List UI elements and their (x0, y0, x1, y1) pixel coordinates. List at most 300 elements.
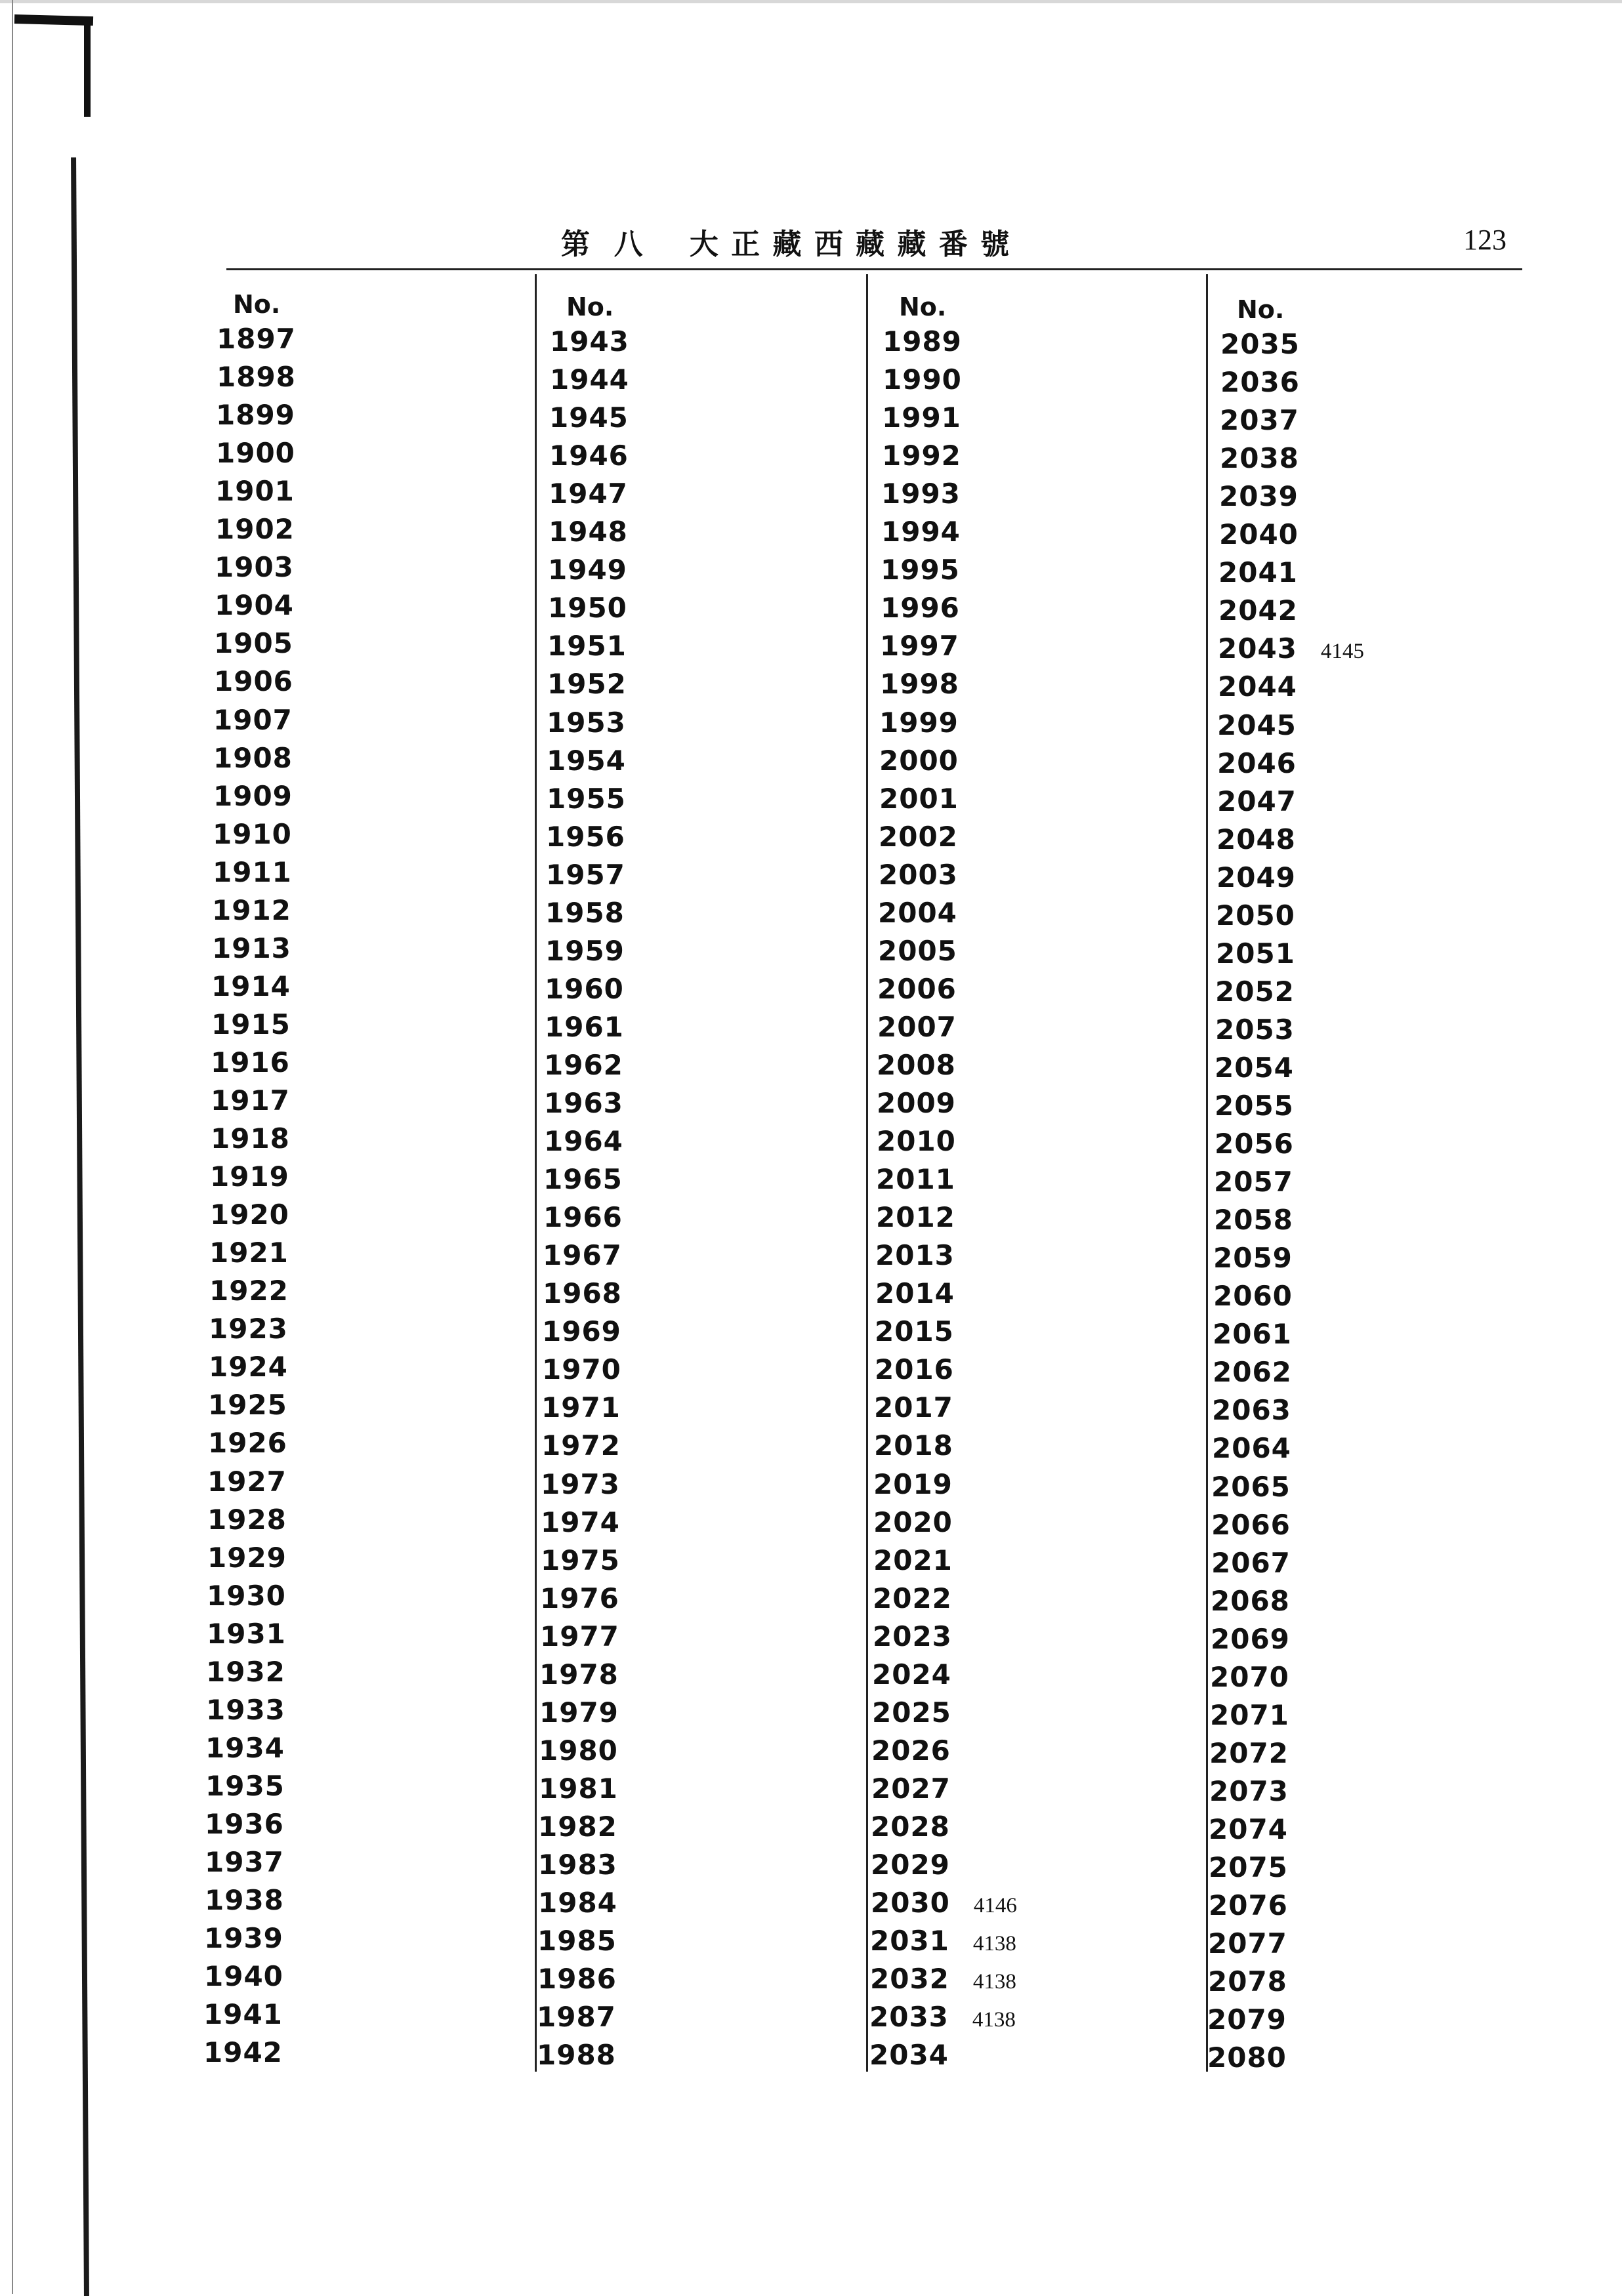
catalog-number: 2064 (1212, 1432, 1291, 1464)
catalog-number: 2003 (879, 859, 958, 891)
catalog-number: 1920 (210, 1199, 289, 1231)
table-row (215, 475, 295, 507)
catalog-number: 2036 (1220, 366, 1300, 398)
table-row (875, 1277, 955, 1309)
table-row (1210, 1661, 1289, 1693)
table-row (1220, 442, 1299, 474)
catalog-number: 2076 (1209, 1889, 1288, 1921)
catalog-number: 2000 (879, 745, 959, 777)
catalog-number: 2049 (1216, 861, 1296, 893)
catalog-number: 1932 (206, 1656, 285, 1688)
catalog-number: 1933 (206, 1694, 285, 1726)
table-row (541, 1429, 621, 1462)
catalog-number: 1938 (205, 1884, 284, 1916)
table-row (541, 1544, 620, 1576)
table-row (1215, 1128, 1294, 1160)
catalog-number: 1964 (544, 1125, 623, 1157)
catalog-number: 1922 (209, 1275, 289, 1307)
table-row (209, 1237, 289, 1269)
catalog-number: 1934 (205, 1732, 285, 1764)
catalog-number: 1925 (208, 1389, 287, 1421)
catalog-number: 2034 (869, 2039, 949, 2071)
catalog-number: 1906 (214, 665, 293, 697)
catalog-number: 1999 (879, 707, 959, 739)
table-row (877, 973, 957, 1005)
catalog-number: 1991 (882, 401, 961, 434)
catalog-number: 2035 (1220, 328, 1300, 360)
table-row (1209, 1889, 1288, 1921)
catalog-number: 1924 (209, 1351, 288, 1383)
catalog-number: 1978 (539, 1658, 619, 1691)
table-row (1217, 747, 1297, 779)
table-row (1207, 2041, 1287, 2074)
table-row (545, 1011, 624, 1043)
catalog-number: 2061 (1213, 1318, 1292, 1350)
catalog-number: 1997 (880, 630, 959, 662)
table-row (1218, 670, 1297, 703)
catalog-number: 1966 (543, 1201, 623, 1233)
table-row (547, 630, 627, 662)
catalog-number: 1986 (537, 1963, 617, 1995)
catalog-number: 2009 (877, 1087, 956, 1119)
table-row (213, 704, 293, 736)
table-row (549, 401, 629, 434)
catalog-number: 1981 (539, 1773, 618, 1805)
catalog-number: 2080 (1207, 2041, 1287, 2074)
table-row (875, 1239, 955, 1271)
catalog-number: 1972 (541, 1429, 621, 1462)
catalog-number: 1969 (542, 1315, 621, 1347)
table-row (209, 1275, 289, 1307)
table-row (545, 973, 624, 1005)
table-row (213, 742, 293, 774)
catalog-number: 2052 (1215, 975, 1295, 1008)
table-row (871, 1849, 950, 1881)
catalog-number: 2001 (879, 783, 959, 815)
table-row (546, 821, 625, 853)
table-row (1213, 1356, 1292, 1388)
catalog-number: 1902 (215, 513, 295, 545)
table-row (217, 323, 296, 355)
table-row (543, 1163, 623, 1195)
table-row (1208, 1965, 1287, 1998)
table-row (539, 1773, 618, 1805)
catalog-number: 2072 (1209, 1737, 1289, 1769)
catalog-number: 1967 (543, 1239, 622, 1271)
table-row (217, 361, 296, 393)
table-row (1214, 1166, 1293, 1198)
table-row (547, 745, 626, 777)
catalog-number: 1983 (538, 1849, 617, 1881)
catalog-number: 1995 (881, 554, 960, 586)
table-row (549, 478, 628, 510)
catalog-number: 1936 (205, 1808, 284, 1840)
catalog-number: 2015 (875, 1315, 954, 1347)
catalog-number: 2060 (1213, 1280, 1293, 1312)
catalog-number: 2038 (1220, 442, 1299, 474)
table-row (547, 783, 626, 815)
table-row (216, 399, 295, 431)
table-row (879, 745, 959, 777)
table-row (543, 1201, 623, 1233)
catalog-number: 2062 (1213, 1356, 1292, 1388)
catalog-number: 1913 (212, 932, 291, 964)
table-row (548, 592, 627, 624)
cross-reference-number: 4138 (972, 1970, 1016, 1994)
column-divider-1 (535, 274, 537, 2072)
catalog-number: 1993 (881, 478, 961, 510)
table-row (1218, 594, 1298, 626)
catalog-number: 2074 (1209, 1813, 1288, 1845)
table-row (871, 1811, 950, 1843)
catalog-number: 2071 (1210, 1699, 1289, 1731)
table-row (1220, 328, 1300, 360)
table-row (537, 2039, 616, 2071)
catalog-number: 2069 (1211, 1623, 1290, 1655)
catalog-number: 1974 (541, 1506, 620, 1538)
table-row (213, 856, 292, 888)
catalog-number: 2043 (1218, 632, 1297, 665)
table-row (214, 665, 293, 697)
catalog-number: 1992 (882, 440, 961, 472)
table-row (882, 401, 961, 434)
table-row (1209, 1813, 1288, 1845)
table-row (208, 1427, 287, 1459)
table-row (879, 707, 959, 739)
catalog-number: 2065 (1211, 1471, 1291, 1503)
table-row (205, 1770, 285, 1802)
catalog-number: 2040 (1219, 518, 1299, 550)
catalog-number: 1968 (543, 1277, 622, 1309)
catalog-number: 1915 (211, 1008, 291, 1040)
catalog-number: 1937 (205, 1846, 284, 1878)
catalog-number: 2059 (1213, 1242, 1293, 1274)
table-row (872, 1658, 951, 1691)
catalog-number: 1955 (547, 783, 626, 815)
catalog-number: 1965 (543, 1163, 623, 1195)
catalog-number: 1951 (547, 630, 627, 662)
catalog-number: 1956 (546, 821, 625, 853)
table-row (549, 440, 629, 472)
catalog-number: 2005 (878, 935, 957, 967)
catalog-number: 2019 (873, 1468, 953, 1500)
table-row (205, 1732, 285, 1764)
catalog-number: 1952 (547, 668, 627, 700)
table-row (203, 1998, 283, 2030)
table-row (880, 668, 959, 700)
catalog-number: 1929 (207, 1542, 287, 1574)
catalog-number: 2042 (1218, 594, 1298, 626)
table-row (537, 1963, 617, 1995)
table-row (1209, 1737, 1289, 1769)
column-divider-2 (866, 274, 868, 2072)
table-row (215, 589, 294, 621)
catalog-number: 1918 (211, 1122, 290, 1155)
table-row (214, 627, 293, 659)
catalog-number: 1905 (214, 627, 293, 659)
catalog-number: 1958 (545, 897, 625, 929)
catalog-number: 1963 (544, 1087, 623, 1119)
table-row (541, 1391, 621, 1424)
table-row (877, 1049, 956, 1081)
column-heading: No. (566, 293, 614, 321)
table-row (549, 516, 628, 548)
catalog-number: 1959 (545, 935, 625, 967)
catalog-number: 1930 (207, 1580, 286, 1612)
table-row (870, 1925, 1016, 1957)
catalog-number: 2012 (876, 1201, 955, 1233)
catalog-number: 2057 (1214, 1166, 1293, 1198)
table-row (544, 1087, 623, 1119)
table-row (1213, 1280, 1293, 1312)
catalog-number: 1998 (880, 668, 959, 700)
catalog-number: 2033 (869, 2001, 949, 2033)
catalog-number: 1976 (540, 1582, 619, 1614)
catalog-number: 1979 (539, 1696, 619, 1729)
table-row (542, 1353, 621, 1385)
catalog-number: 2029 (871, 1849, 950, 1881)
table-row (873, 1468, 953, 1500)
table-row (1215, 1090, 1294, 1122)
catalog-number: 2053 (1215, 1014, 1295, 1046)
table-row (881, 554, 960, 586)
catalog-number: 1987 (537, 2001, 616, 2033)
catalog-number: 2050 (1216, 899, 1295, 932)
catalog-number: 1926 (208, 1427, 287, 1459)
catalog-number: 2032 (870, 1963, 949, 1995)
catalog-number: 2046 (1217, 747, 1297, 779)
table-row (210, 1160, 289, 1193)
catalog-number: 1939 (204, 1922, 283, 1954)
catalog-number: 2018 (874, 1429, 953, 1462)
catalog-number: 2022 (873, 1582, 952, 1614)
table-row (545, 935, 625, 967)
table-row (1217, 785, 1297, 817)
catalog-number: 1901 (215, 475, 295, 507)
table-row (537, 1925, 617, 1957)
catalog-number: 2058 (1214, 1204, 1293, 1236)
catalog-number: 2021 (873, 1544, 953, 1576)
catalog-number: 2008 (877, 1049, 956, 1081)
catalog-number: 2006 (877, 973, 957, 1005)
table-row (543, 1239, 622, 1271)
catalog-number: 1977 (540, 1620, 619, 1652)
running-title: 第 八 大 正 藏 西 藏 藏 番 號 (561, 228, 1011, 261)
catalog-number: 1923 (209, 1313, 288, 1345)
binding-bracket-top (14, 14, 93, 26)
catalog-number: 2025 (872, 1696, 951, 1729)
table-row (206, 1656, 285, 1688)
table-row (215, 551, 294, 583)
table-row (541, 1468, 620, 1500)
table-row (207, 1580, 286, 1612)
table-row (873, 1544, 953, 1576)
table-row (877, 1011, 957, 1043)
catalog-number: 2041 (1218, 556, 1298, 588)
catalog-number: 1961 (545, 1011, 624, 1043)
catalog-number: 1931 (207, 1618, 286, 1650)
table-row (548, 554, 627, 586)
catalog-number: 1898 (217, 361, 296, 393)
table-row (1218, 632, 1364, 665)
catalog-number: 1940 (204, 1960, 283, 1992)
table-row (207, 1542, 287, 1574)
table-row (873, 1506, 953, 1538)
catalog-number: 2004 (878, 897, 957, 929)
catalog-number: 2077 (1208, 1927, 1287, 1959)
column-divider-3 (1206, 274, 1208, 2072)
catalog-number: 1960 (545, 973, 624, 1005)
table-row (207, 1504, 287, 1536)
table-row (874, 1429, 953, 1462)
catalog-number: 2066 (1211, 1509, 1291, 1541)
table-row (1215, 1014, 1295, 1046)
table-row (1213, 1242, 1293, 1274)
table-row (205, 1846, 284, 1878)
table-row (211, 1084, 290, 1117)
catalog-number: 1957 (546, 859, 625, 891)
catalog-number: 1907 (213, 704, 293, 736)
table-row (876, 1163, 955, 1195)
table-row (540, 1620, 619, 1652)
table-row (879, 821, 958, 853)
table-row (1212, 1432, 1291, 1464)
catalog-number: 2079 (1207, 2003, 1287, 2036)
catalog-number: 1927 (207, 1466, 287, 1498)
table-row (871, 1773, 951, 1805)
table-row (1207, 2003, 1287, 2036)
catalog-number: 2014 (875, 1277, 955, 1309)
table-row (1211, 1547, 1291, 1579)
catalog-number: 1904 (215, 589, 294, 621)
table-row (877, 1087, 956, 1119)
table-row (883, 325, 962, 358)
catalog-number: 1985 (537, 1925, 617, 1957)
catalog-number: 2020 (873, 1506, 953, 1538)
table-row (883, 363, 962, 396)
catalog-number: 1942 (203, 2036, 283, 2068)
catalog-number: 1953 (547, 707, 626, 739)
table-row (1217, 709, 1297, 741)
catalog-number: 2073 (1209, 1775, 1289, 1807)
catalog-number: 1950 (548, 592, 627, 624)
table-row (211, 1122, 290, 1155)
table-row (877, 1125, 956, 1157)
table-row (1211, 1509, 1291, 1541)
table-row (544, 1049, 623, 1081)
table-row (547, 668, 627, 700)
table-row (209, 1313, 288, 1345)
catalog-number: 1912 (212, 894, 291, 926)
catalog-number: 2031 (870, 1925, 949, 1957)
catalog-number: 1911 (213, 856, 292, 888)
catalog-number: 1994 (881, 516, 961, 548)
table-row (211, 1008, 291, 1040)
catalog-number: 1944 (550, 363, 629, 396)
table-row (1219, 480, 1299, 512)
catalog-number: 2044 (1218, 670, 1297, 703)
catalog-number: 2030 (871, 1887, 950, 1919)
table-row (212, 894, 291, 926)
table-row (545, 897, 625, 929)
catalog-number: 2039 (1219, 480, 1299, 512)
page-number: 123 (1463, 224, 1507, 256)
table-row (540, 1582, 619, 1614)
table-row (1210, 1699, 1289, 1731)
cross-reference-number: 4145 (1320, 640, 1364, 663)
catalog-number: 2027 (871, 1773, 951, 1805)
table-row (208, 1389, 287, 1421)
catalog-number: 2028 (871, 1811, 950, 1843)
catalog-number: 1914 (211, 970, 291, 1002)
catalog-number: 2037 (1220, 404, 1299, 436)
catalog-number: 1909 (213, 780, 293, 812)
table-row (211, 970, 291, 1002)
table-row (881, 592, 960, 624)
catalog-number: 1988 (537, 2039, 616, 2071)
scan-left-edge (12, 0, 13, 2294)
catalog-number: 1945 (549, 401, 629, 434)
table-row (203, 2036, 283, 2068)
table-row (1215, 975, 1295, 1008)
table-row (204, 1960, 283, 1992)
table-row (1209, 1775, 1289, 1807)
table-row (1214, 1204, 1293, 1236)
catalog-number: 2075 (1209, 1851, 1288, 1883)
table-row (871, 1887, 1017, 1919)
table-row (1218, 556, 1298, 588)
table-row (1211, 1585, 1290, 1617)
header-rule (226, 268, 1522, 270)
catalog-number: 2048 (1216, 823, 1296, 855)
column-heading: No. (1237, 295, 1285, 324)
catalog-number: 1946 (549, 440, 629, 472)
catalog-number: 1897 (217, 323, 296, 355)
table-row (878, 897, 957, 929)
table-row (210, 1199, 289, 1231)
catalog-number: 2070 (1210, 1661, 1289, 1693)
table-row (538, 1849, 617, 1881)
table-row (216, 437, 295, 469)
catalog-number: 1916 (211, 1046, 290, 1078)
catalog-number: 1935 (205, 1770, 285, 1802)
catalog-number: 1919 (210, 1160, 289, 1193)
table-row (876, 1201, 955, 1233)
catalog-number: 2047 (1217, 785, 1297, 817)
table-row (872, 1696, 951, 1729)
table-row (1211, 1471, 1291, 1503)
catalog-number: 2017 (874, 1391, 953, 1424)
catalog-number: 1921 (209, 1237, 289, 1269)
catalog-number: 2002 (879, 821, 958, 853)
table-row (869, 2001, 1016, 2033)
catalog-number: 1996 (881, 592, 960, 624)
table-row (547, 707, 626, 739)
table-row (870, 1963, 1016, 1995)
table-row (539, 1696, 619, 1729)
table-row (1219, 518, 1299, 550)
catalog-number: 2023 (873, 1620, 952, 1652)
catalog-number: 1962 (544, 1049, 623, 1081)
catalog-number: 1947 (549, 478, 628, 510)
table-row (881, 516, 961, 548)
table-row (211, 1046, 290, 1078)
table-row (212, 932, 291, 964)
scan-top-edge (0, 0, 1622, 3)
table-row (539, 1658, 619, 1691)
table-row (875, 1315, 954, 1347)
table-row (871, 1734, 951, 1767)
